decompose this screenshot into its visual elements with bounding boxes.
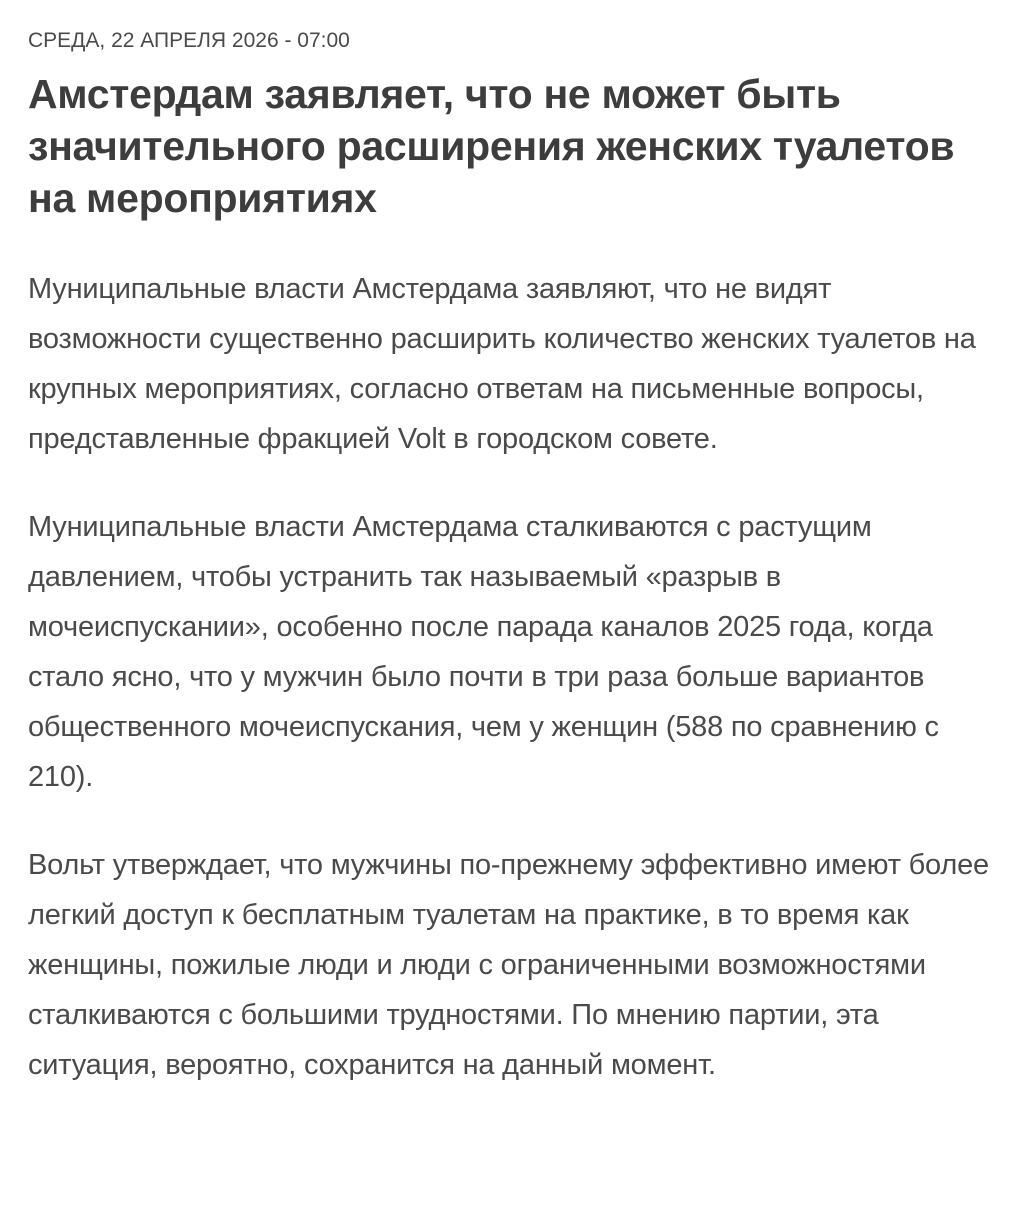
article-paragraph-1: Муниципальные власти Амстердама заявляют, что не видят возможности существенно расширить количество женских туалетов на крупных мероприятиях, согласно ответам на письменные вопросы, представленные фракцией Volt в городском совете.: [28, 273, 976, 455]
article-paragraph-2: Муниципальные власти Амстердама сталкиваются с растущим давлением, чтобы устранить так называемый «разрыв в мочеиспускании», особенно после парада каналов 2025 года, когда стало ясно, что у мужчин было почти в три раза больше вариантов общественного мочеиспускания, чем у женщин (588 по сравнению с 210).: [28, 511, 939, 793]
article-headline: Амстердам заявляет, что не может быть значительного расширения женских туалетов на мероприятиях: [28, 71, 955, 221]
article-paragraph-3: Вольт утверждает, что мужчины по-прежнему эффективно имеют более легкий доступ к бесплатным туалетам на практике, в то время как женщины, пожилые люди и люди с ограниченными возможностями сталкиваются с большими трудностями. По мнению партии, эта ситуация, вероятно, сохранится на данный момент.: [28, 849, 989, 1081]
article-dateline: СРЕДА, 22 АПРЕЛЯ 2026 - 07:00: [28, 29, 350, 52]
